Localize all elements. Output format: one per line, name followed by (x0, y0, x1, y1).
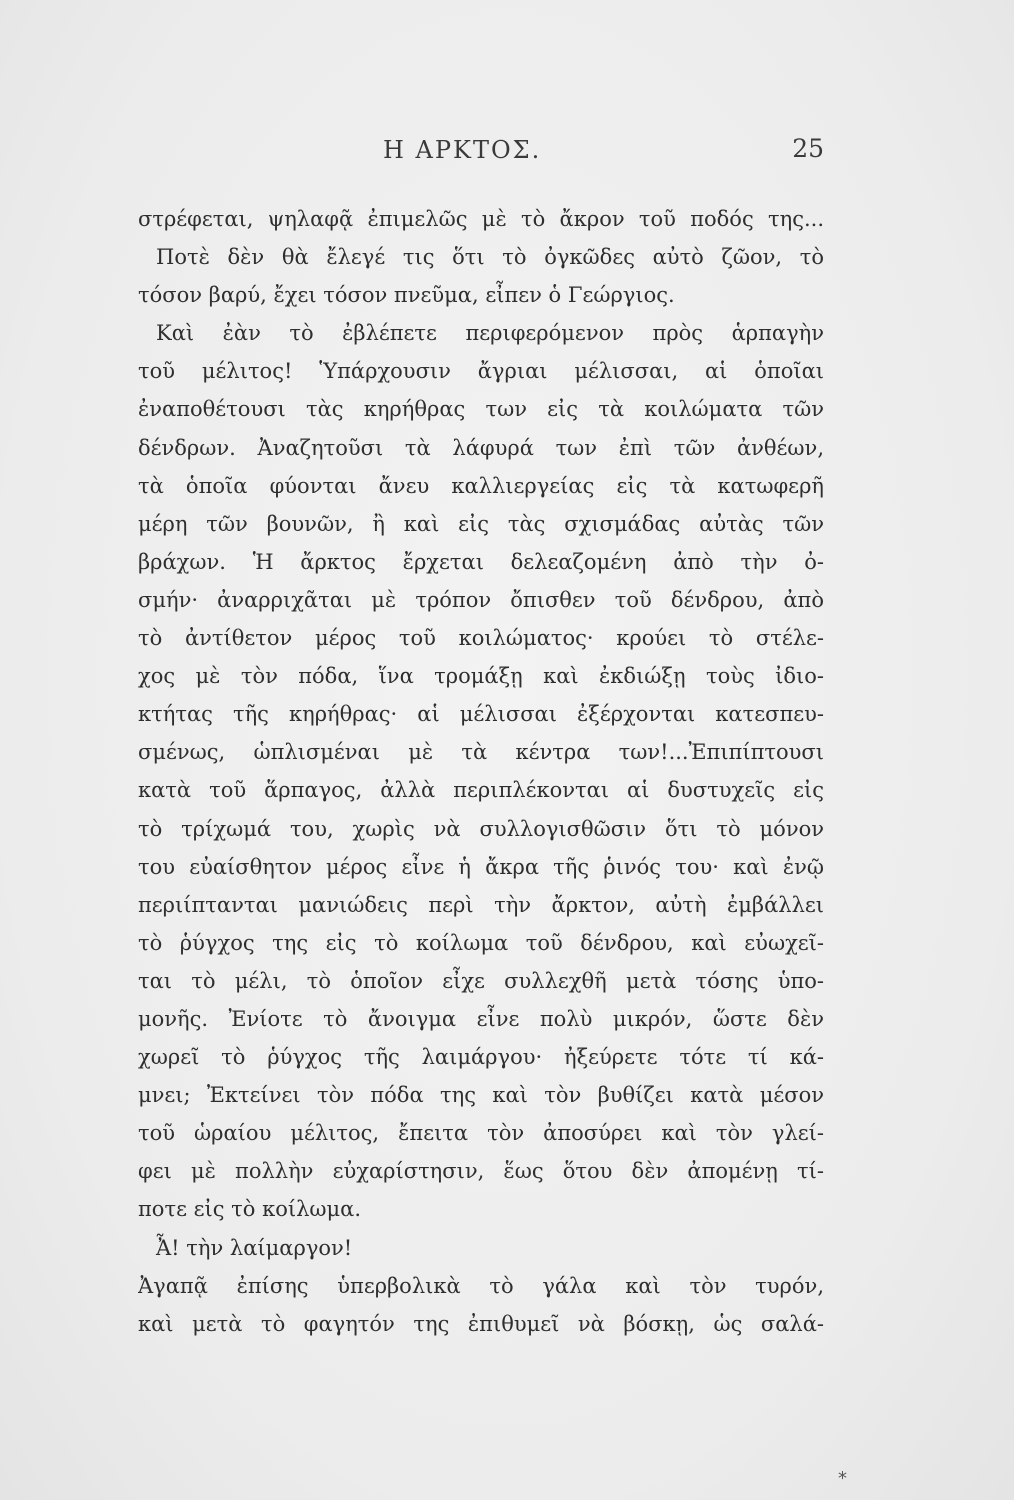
text-line: καὶ μετὰ τὸ φαγητόν της ἐπιθυμεῖ νὰ βόσκῃ, ὡς σαλά- (138, 1311, 824, 1336)
running-title: Η ΑΡΚΤΟΣ. (383, 136, 542, 164)
text-line: τοῦ ὡραίου μέλιτος, ἔπειτα τὸν ἀποσύρει καὶ τὸν γλεί- (138, 1121, 824, 1146)
text-line: Καὶ ἐὰν τὸ ἐβλέπετε περιφερόμενον πρὸς ἁρπαγὴν (156, 321, 824, 346)
text-line: χωρεῖ τὸ ῥύγχος τῆς λαιμάργου· ἠξεύρετε τότε τί κά- (138, 1045, 824, 1070)
text-line: φει μὲ πολλὴν εὐχαρίστησιν, ἕως ὅτου δὲν ἀπομένῃ τί- (138, 1159, 824, 1184)
text-line: ται τὸ μέλι, τὸ ὁποῖον εἶχε συλλεχθῆ μετὰ τόσης ὑπο- (138, 968, 824, 993)
text-line: Ἆ! τὴν λαίμαργον! (156, 1235, 353, 1260)
text-line: βράχων. Ἡ ἄρκτος ἔρχεται δελεαζομένη ἀπὸ τὴν ὀ- (138, 549, 824, 574)
text-line: τὸ τρίχωμά του, χωρὶς νὰ συλλογισθῶσιν ὅτι τὸ μόνον (138, 816, 824, 841)
body-text (138, 200, 824, 1343)
running-head (138, 128, 824, 168)
text-line: Ποτὲ δὲν θὰ ἔλεγέ τις ὅτι τὸ ὀγκῶδες αὐτὸ ζῶον, τὸ (156, 245, 824, 270)
text-line: ἐναποθέτουσι τὰς κηρήθρας των εἰς τὰ κοιλώματα τῶν (138, 397, 824, 422)
text-line: σμένως, ὡπλισμέναι μὲ τὰ κέντρα των!...Ἐπιπίπτουσι (138, 740, 824, 765)
text-line: τὸ ἀντίθετον μέρος τοῦ κοιλώματος· κρούει τὸ στέλε- (138, 626, 824, 651)
text-line: περιίπτανται μανιώδεις περὶ τὴν ἄρκτον, αὐτὴ ἐμβάλλει (138, 892, 824, 917)
text-line: μνει; Ἐκτείνει τὸν πόδα της καὶ τὸν βυθίζει κατὰ μέσον (138, 1083, 824, 1108)
text-line: τοῦ μέλιτος! Ὑπάρχουσιν ἄγριαι μέλισσαι, αἱ ὁποῖαι (138, 359, 824, 384)
text-line: κτήτας τῆς κηρήθρας· αἱ μέλισσαι ἐξέρχονται κατεσπευ- (138, 702, 824, 727)
text-line: μέρη τῶν βουνῶν, ἢ καὶ εἰς τὰς σχισμάδας αὐτὰς τῶν (138, 511, 824, 536)
text-line: τὰ ὁποῖα φύονται ἄνευ καλλιεργείας εἰς τὰ κατωφερῆ (138, 473, 824, 498)
text-line: Ἀγαπᾷ ἐπίσης ὑπερβολικὰ τὸ γάλα καὶ τὸν τυρόν, (138, 1273, 824, 1298)
text-line: του εὐαίσθητον μέρος εἶνε ἡ ἄκρα τῆς ῥινός του· καὶ ἐνῷ (138, 854, 824, 879)
text-line: δένδρων. Ἀναζητοῦσι τὰ λάφυρά των ἐπὶ τῶν ἀνθέων, (138, 435, 824, 460)
page-number: 25 (792, 134, 824, 163)
text-line: στρέφεται, ψηλαφᾷ ἐπιμελῶς μὲ τὸ ἄκρον τοῦ ποδός της... (138, 207, 824, 231)
text-line: τόσον βαρύ, ἔχει τόσον πνεῦμα, εἶπεν ὁ Γεώργιος. (138, 283, 675, 308)
text-line: μονῆς. Ἐνίοτε τὸ ἄνοιγμα εἶνε πολὺ μικρόν, ὥστε δὲν (138, 1006, 824, 1031)
printer-mark: * (838, 1468, 847, 1489)
text-line: κατὰ τοῦ ἅρπαγος, ἀλλὰ περιπλέκονται αἱ δυστυχεῖς εἰς (138, 778, 824, 803)
text-line: τὸ ῥύγχος της εἰς τὸ κοίλωμα τοῦ δένδρου, καὶ εὐωχεῖ- (138, 930, 824, 955)
text-line: ποτε εἰς τὸ κοίλωμα. (138, 1197, 362, 1222)
text-line: σμήν· ἀναρριχᾶται μὲ τρόπον ὄπισθεν τοῦ δένδρου, ἀπὸ (138, 587, 824, 612)
text-line: χος μὲ τὸν πόδα, ἵνα τρομάξῃ καὶ ἐκδιώξῃ τοὺς ἰδιο- (138, 664, 824, 689)
